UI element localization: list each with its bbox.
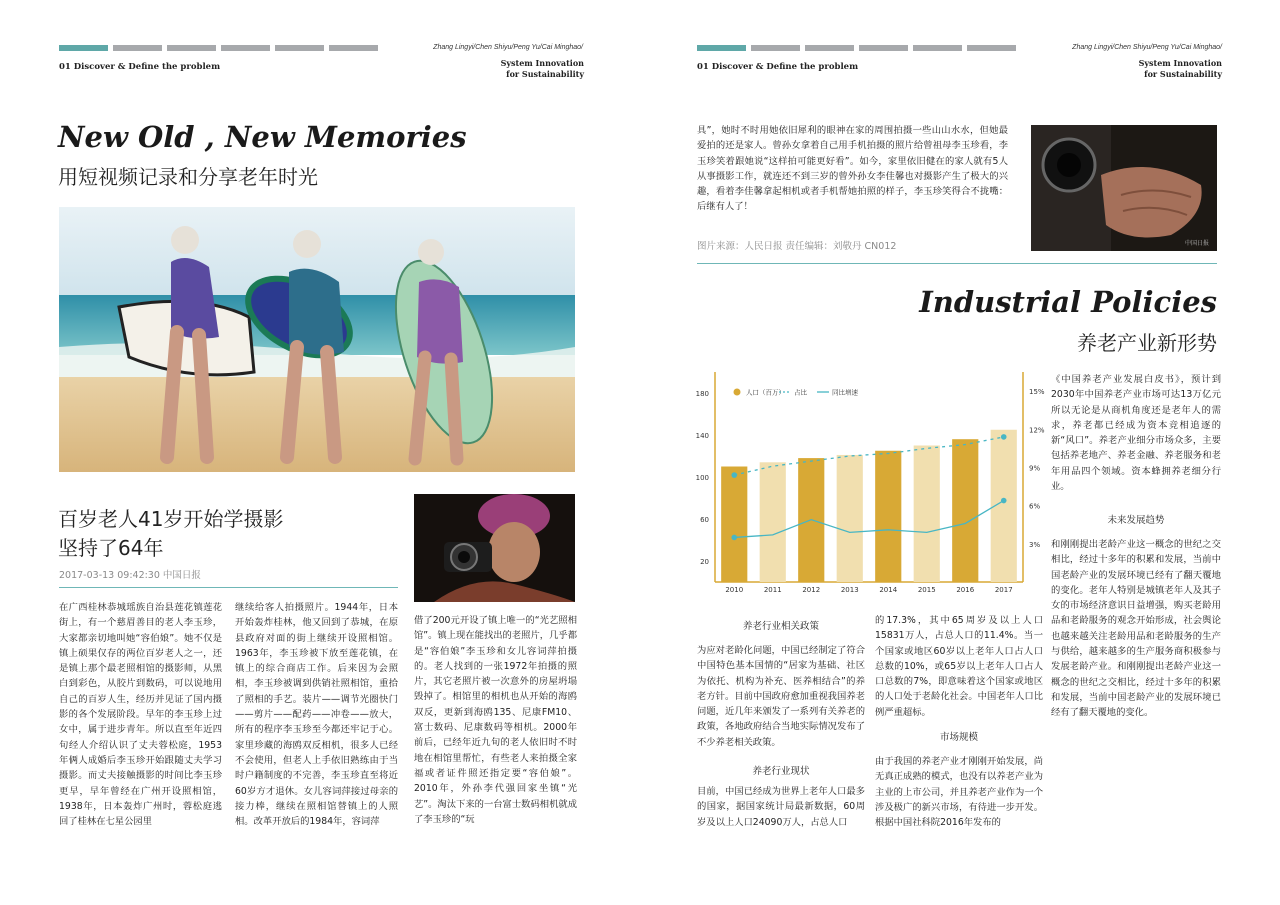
hands-camera-photo: [1031, 125, 1217, 251]
left-title-en: New Old , New Memories: [58, 120, 467, 154]
chart-x-tick: 2014: [879, 586, 898, 594]
article-title-line2: 坚持了64年: [58, 536, 164, 560]
chart-left-tick: 180: [695, 390, 709, 398]
policy-paragraph: 为应对老龄化问题，中国已经制定了符合中国特色基本国情的“居家为基础、社区为依托、机构为补充、医养相结合”的养老方针。目前中国政府愈加重视我国养老问题，近几年来颁发了一系列有关养老的政策，各地政府结合当地实际情况发布了不少养老相关政策。: [697, 645, 865, 748]
chart-right-tick: 12%: [1029, 426, 1045, 435]
article-title-line1: 百岁老人41岁开始学摄影: [58, 507, 284, 531]
chart-left-tick: 20: [700, 558, 709, 566]
whitepaper-paragraph: 《中国养老产业发展白皮书》，预计到2030年中国养老产业市场可达13万亿元所以无论是从商机角度还是老年人的需求，养老都已经成为资本竞相追逐的新“风口”。养老产业细分市场众多，主要包括养老地产、养老金融、养老服务和老年用品四个领域。资本蜂拥养老细分行业。: [1051, 374, 1221, 493]
chart-bar: [760, 462, 786, 582]
left-authors: Zhang Lingyi/Chen Shiyu/Peng Yu/Cai Minghao/: [433, 44, 583, 51]
chart-right-tick: 3%: [1029, 540, 1041, 549]
left-system-label: System Innovation for Sustainability: [500, 58, 584, 79]
old-woman-camera-photo: [414, 494, 575, 602]
right-divider: [697, 263, 1217, 264]
chart-point: [1001, 434, 1007, 440]
left-progress-bar: [59, 45, 378, 51]
chart-left-tick: 60: [700, 516, 709, 524]
status-paragraph: 目前，中国已经成为世界上老年人口最多的国家，据国家统计局最新数据，60周岁及以上人口24090万人，占总人口: [697, 786, 865, 828]
chart-legend-label: 占比: [794, 388, 807, 397]
right-title-cn: 养老产业新形势: [1077, 331, 1217, 355]
chart-x-tick: 2016: [956, 586, 975, 594]
chart-x-tick: 2010: [725, 586, 744, 594]
chart-x-tick: 2017: [994, 586, 1013, 594]
right-progress-bar: [697, 45, 1016, 51]
chart-x-tick: 2015: [917, 586, 936, 594]
right-system-label: System Innovation for Sustainability: [1138, 58, 1222, 79]
right-section-label: 01 Discover & Define the problem: [697, 62, 859, 72]
chart-bar: [721, 467, 747, 583]
right-authors: Zhang Lingyi/Chen Shiyu/Peng Yu/Cai Minghao/: [1072, 44, 1222, 51]
chart-point: [731, 472, 737, 478]
market-paragraph: 由于我国的养老产业才刚刚开始发展，尚无真正成熟的模式，也没有以养老产业为主业的上市公司，并且养老产业作为一个涉及极广的新兴市场，有待进一步开发。根据中国社科院2016年发布的: [875, 756, 1043, 829]
right-top-paragraph: 具”，她时不时用她依旧犀利的眼神在家的周围拍摄一些山山水水，但她最爱拍的还是家人。曾孙女拿着自己用手机拍摄的照片给曾祖母李玉珍看，李玉珍笑着跟她说“这样拍可能更好看”。如今，家里依旧健在的家人就有5人从事摄影工作，就连还不到三岁的曾外孙女李佳馨也对摄影产生了极大的兴趣，看着李佳馨拿起相机或者手机帮她拍照的样子，李玉珍笑得合不拢嘴：后继有人了！: [697, 125, 1008, 213]
left-title-cn: 用短视频记录和分享老年时光: [58, 165, 318, 189]
chart-bar: [875, 451, 901, 582]
market-heading: 市场规模: [939, 732, 978, 743]
chart-legend-marker: [734, 389, 741, 396]
photo-credit: 图片来源：人民日报 责任编辑：刘敬丹 CN012: [697, 241, 897, 252]
chart-right-tick: 9%: [1029, 464, 1041, 473]
chart-left-tick: 140: [695, 432, 709, 440]
chart-right-tick: 15%: [1029, 388, 1045, 397]
article-column-2: 继续给客人拍摄照片。1944年，日本开始轰炸桂林，他又回到了恭城，在原县政府对面的街上继续开设照相馆。1963年，李玉珍被下放至莲花镇，在镇上的综合商店工作。后来因为会照相，李玉珍被调到供销社照相馆，重拾了照相的手艺。装片——调节光圈快门——剪片——配药——冲卷——放大，所有的程序李玉珍至今都还牢记于心。家里珍藏的海鸥双反相机，很多人已经不会使用，但老人上手依旧熟练由于当时户籍制度的不完善，李玉珍直至将近60岁方才退休。女儿容词萍接过母亲的接力棒，继续在照相馆替镇上的人照相。改革开放后的1984年，容词萍: [235, 602, 398, 828]
chart-right-tick: 6%: [1029, 502, 1041, 511]
left-section-label: 01 Discover & Define the problem: [59, 62, 221, 72]
chart-point: [731, 535, 737, 541]
future-trend-paragraph: 和刚刚提出老龄产业这一概念的世纪之交相比，经过十多年的积累和发展，当前中国老龄产业的发展环境已经有了翻天覆地的变化。老年人特别是城镇老年人及其子女的市场经济意识日益增强，购买老龄用品和老龄服务的观念开始形成，社会舆论也越来越关注老龄用品和老龄服务的生产与供给，越来越多的生产服务商积极参与发展老龄产业。和刚刚提出老龄产业这一概念的世纪之交相比，经过十多年的积累和发展，当前中国老龄产业的发展环境已经有了翻天覆地的变化。: [1051, 539, 1221, 719]
article-column-1: 在广西桂林恭城瑶族自治县莲花镇莲花街上，有一个慈眉善目的老人李玉珍，大家都亲切地叫她“容伯娘”。她不仅是镇上硕果仅存的两位百岁老人之一，还是镇上那个最老照相馆的摄影师，从黑白到彩色，从胶片到数码，可以说地用自己的百岁人生，经历并见证了国内摄影的各个发展阶段。早年的李玉珍上过女中，属于进步青年。所以直至年近四旬经人介绍认识了丈夫蓉松庭，1953年俩人成婚后李玉珍开始跟随丈夫学习摄影。而丈夫接触摄影的时间比李玉珍更早，早年曾经在广州开设照相馆，1938年，日本轰炸广州时，蓉松庭逃回了桂林在七星公园里: [59, 602, 222, 828]
chart-x-tick: 2013: [840, 586, 859, 594]
elderly-population-chart: [695, 370, 1045, 595]
chart-bar: [837, 455, 863, 582]
right-title-en: Industrial Policies: [919, 285, 1217, 319]
future-trend-heading: 未来发展趋势: [1107, 515, 1165, 526]
photo-watermark: 中国日报: [1184, 240, 1209, 247]
policy-heading: 养老行业相关政策: [742, 621, 819, 632]
chart-left-tick: 100: [695, 474, 709, 482]
article-divider: [59, 587, 398, 588]
chart-legend-label: 人口（百万）: [746, 388, 785, 397]
chart-x-tick: 2011: [763, 586, 782, 594]
beach-surfers-photo: [59, 207, 575, 472]
chart-x-tick: 2012: [802, 586, 821, 594]
chart-legend-label: 同比增速: [832, 388, 858, 397]
chart-point: [1001, 498, 1007, 504]
stats-paragraph: 的17.3%，其中65周岁及以上人口15831万人，占总人口的11.4%。当一个国家或地区60岁以上老年人口占人口总数的10%，或65岁以上老年人口占人口总数的7%，即意味着这个国家或地区的人口处于老龄化社会。中国老年人口比例严重超标。: [875, 615, 1043, 718]
chart-bar: [914, 446, 940, 583]
chart-bar: [952, 439, 978, 582]
article-column-3: 借了200元开设了镇上唯一的“光艺照相馆”。镇上现在能找出的老照片，几乎都是“容伯娘”李玉珍和女儿容词萍拍摄的。老人找到的一张1972年拍摄的照片，其它老照片被一次意外的房屋坍塌毁掉了。相馆里的相机也从开始的海鸥双反，更新到海鸥135、尼康FM10、富士数码、尼康数码等相机。2000年前后，已经年近九旬的老人依旧时不时地在相馆里帮忙，有些老人来拍摄全家福或者证件照还指定要“容伯娘”。2010年，外孙李代强回家坐镇“光艺”。淘汰下来的一台富士数码相机就成了李玉珍的“玩: [414, 615, 577, 825]
article-meta: 2017-03-13 09:42:30 中国日报: [59, 570, 201, 581]
status-heading: 养老行业现状: [752, 766, 810, 777]
